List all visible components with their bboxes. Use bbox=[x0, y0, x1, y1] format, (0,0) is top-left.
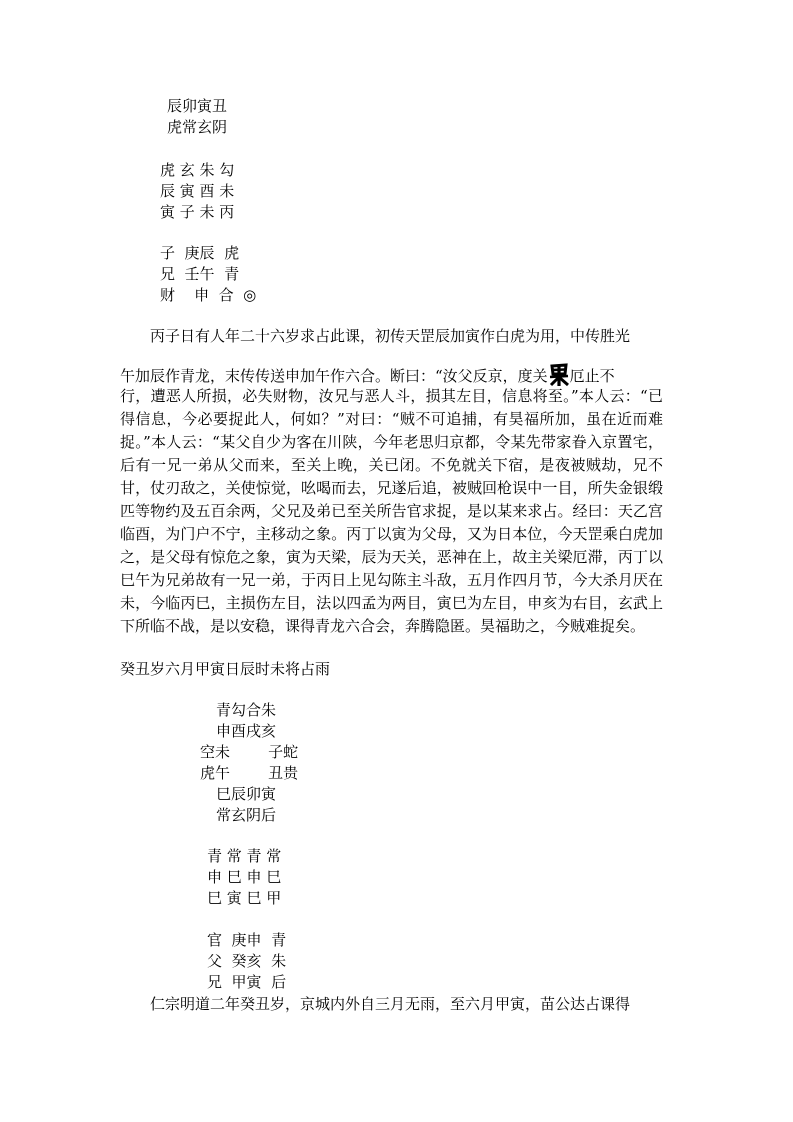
san-chuan-2-row-1: 官 庚申 青 bbox=[207, 931, 287, 949]
paragraph-1-line-2-after: 厄止不 bbox=[569, 367, 615, 385]
san-chuan-2-row-2: 父 癸亥 朱 bbox=[207, 952, 287, 970]
plate-row-2: 申酉戌亥 bbox=[216, 722, 277, 740]
four-ke-row-3: 寅 子 未 丙 bbox=[160, 203, 235, 221]
four-ke-row-2: 辰 寅 酉 未 bbox=[160, 182, 235, 200]
paragraph-1-line-1: 丙子日有人年二十六岁求占此课，初传天罡辰加寅作白虎为用，中传胜光 bbox=[150, 327, 631, 345]
san-chuan-row-3: 财 申 合 ◎ bbox=[160, 286, 257, 304]
four-ke-row-1: 虎 玄 朱 勾 bbox=[160, 161, 235, 179]
san-chuan-2-row-3: 兄 甲寅 后 bbox=[207, 973, 287, 991]
plate-row-6: 常玄阴后 bbox=[216, 806, 277, 824]
plate-row-4: 虎午 丑贵 bbox=[200, 764, 299, 782]
four-ke-2-row-1: 青 常 青 常 bbox=[207, 847, 282, 865]
section-heading: 癸丑岁六月甲寅日辰时未将占雨 bbox=[120, 660, 331, 678]
sky-plate-row-2: 虎常玄阴 bbox=[167, 118, 228, 136]
paragraph-2-line-1: 仁宗明道二年癸丑岁，京城内外自三月无雨，至六月甲寅，苗公达占课得 bbox=[150, 995, 631, 1013]
san-chuan-row-1: 子 庚辰 虎 bbox=[160, 244, 240, 262]
plate-row-3: 空未 子蛇 bbox=[200, 743, 299, 761]
paragraph-1-body: 行，遭恶人所损，必失财物，汝兄与恶人斗，损其左目，信息将至。”本人云：“已得信息，今必要捉此人，何如？”对曰：“贼不可追捕，有昊福所加，虽在近而难捉。”本人云：“某父自少为客在川陕，今年老思归京都，令某先带家眷入京置宅，后有一兄一弟从父而来，至关上晚，关已闭。不免就关下宿，是夜被贼劫，兄不甘，仗刃敌之，关使惊觉，吆喝而去，兄遂后追，被贼回枪误中一目，所失金银缎匹等物约及五百余两，父兄及弟已至关所告官求捉，是以某来求占。经曰：天乙宫临酉，为门户不宁，主移动之象。丙丁以寅为父母，又为日本位，今天罡乘白虎加之，是父母有惊危之象，寅为天梁，辰为天关，恶神在上，故主关梁厄滞，丙丁以巳午为兄弟故有一兄一弟，于丙日上见勾陈主斗敌，五月作四月节，今大杀月厌在未，今临丙巳，主损伤左目，法以四孟为两目，寅巳为左目，申亥为右目，玄武上下所临不战，是以安稳，课得青龙六合会，奔腾隐匿。昊福助之，今贼难捉矣。 bbox=[120, 387, 663, 635]
plate-row-5: 巳辰卯寅 bbox=[216, 785, 277, 803]
four-ke-2-row-3: 巳 寅 巳 甲 bbox=[207, 889, 282, 907]
four-ke-2-row-2: 申 巳 申 巳 bbox=[207, 868, 282, 886]
san-chuan-row-2: 兄 壬午 青 bbox=[160, 265, 240, 283]
paragraph-1-line-2-before: 午加辰作青龙，末传传送申加午作六合。断曰：“汝父反京，度关 bbox=[120, 367, 548, 385]
sky-plate-row-1: 辰卯寅丑 bbox=[167, 97, 228, 115]
plate-row-1: 青勾合朱 bbox=[216, 701, 277, 719]
